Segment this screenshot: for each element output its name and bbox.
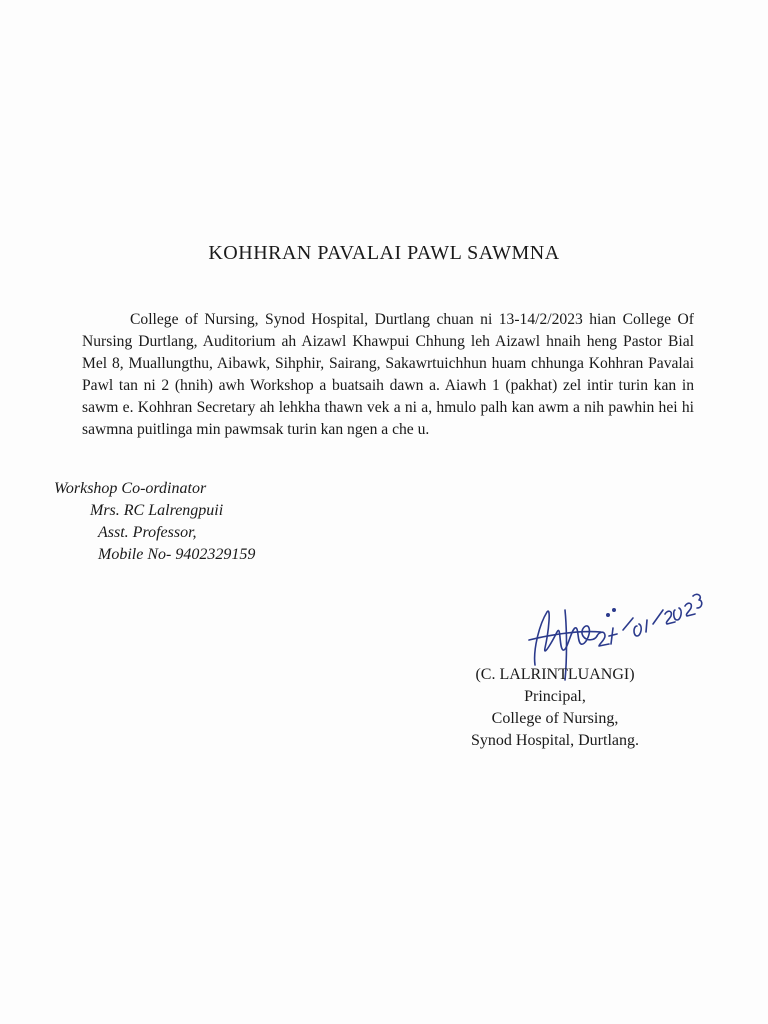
signatory-org-line2: Synod Hospital, Durtlang. [471, 732, 639, 749]
body-paragraph: College of Nursing, Synod Hospital, Durtlang chuan ni 13-14/2/2023 hian College Of Nursing Durtlang, Auditorium ah Aizawl Khawpui Chhung leh Aizawl hnaih heng Pastor Bial Mel 8, Muallungthu, Aibawk, Sihphir, Sairang, Sakawrtuichhun huam chhunga Kohhran Pavalai Pawl tan ni 2 (hnih) awh Workshop a buatsaih dawn a. Aiawh 1 (pakhat) zel intir turin kan in sawm e. Kohhran Secretary ah lehkha thawn vek a ni a, hmulo palh kan awm a nih pawhin hei hi sawmna puitlinga min pawmsak turin kan ngen a che u. [82, 311, 694, 438]
coordinator-role: Workshop Co-ordinator [54, 480, 207, 497]
signatory-name: (C. LALRINTLUANGI) [475, 666, 635, 683]
coordinator-block [54, 478, 255, 566]
coordinator-name: Mrs. RC Lalrengpuii [90, 502, 224, 519]
signatory-org-line1: College of Nursing, [491, 710, 619, 727]
signature-block [440, 664, 670, 752]
signatory-title: Principal, [524, 688, 586, 705]
coordinator-designation: Asst. Professor, [98, 524, 197, 541]
coordinator-mobile: Mobile No- 9402329159 [98, 546, 256, 563]
document-title: KOHHRAN PAVALAI PAWL SAWMNA [208, 242, 560, 264]
